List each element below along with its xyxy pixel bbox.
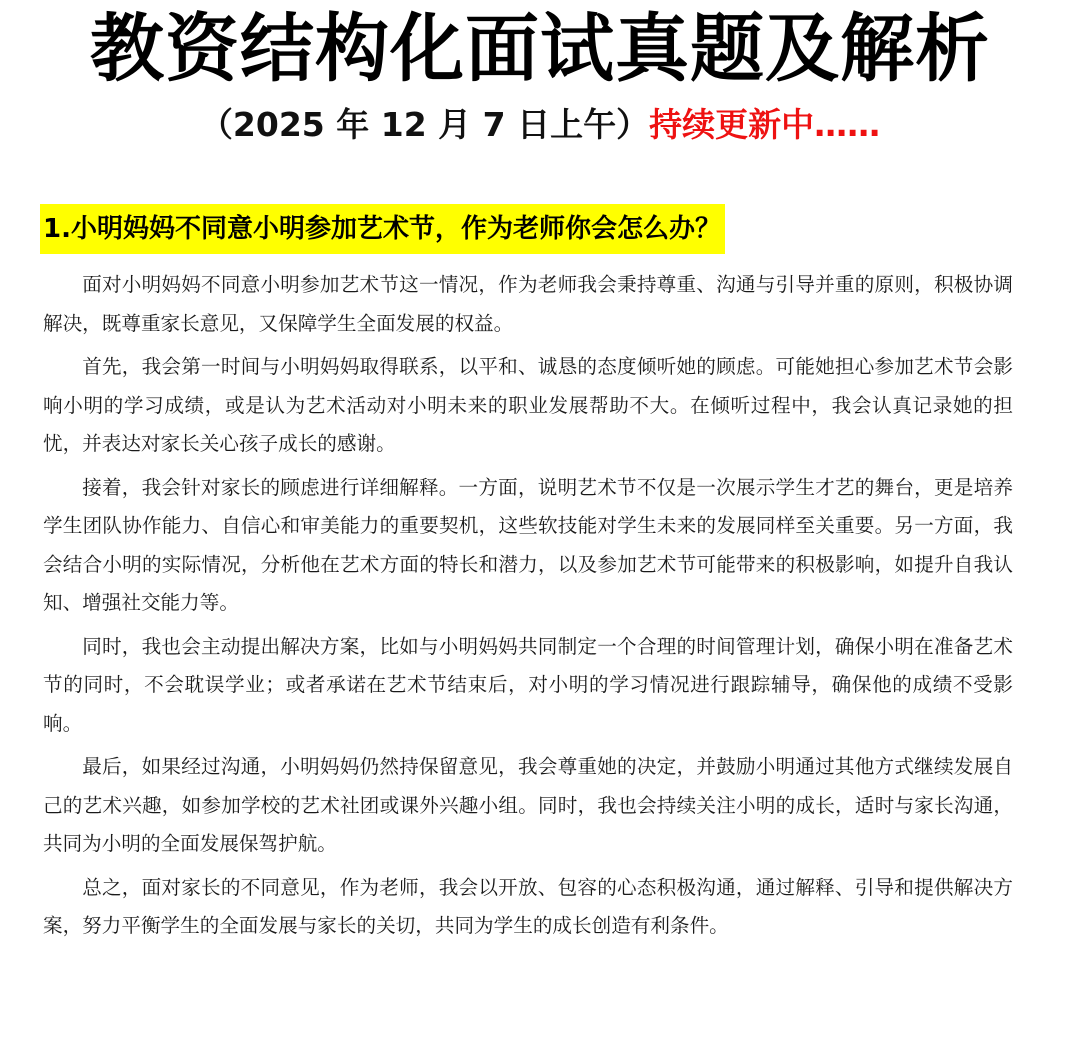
- subtitle-date: （2025 年 12 月 7 日上午）: [199, 105, 650, 144]
- answer-body: [43, 266, 1013, 951]
- answer-paragraph-meanwhile: 同时，我也会主动提出解决方案，比如与小明妈妈共同制定一个合理的时间管理计划，确保小明在准备艺术节的同时，不会耽误学业；或者承诺在艺术节结束后，对小明的学习情况进行跟踪辅导，确保他的成绩不受影响。: [43, 634, 1013, 735]
- answer-paragraph-conclusion: 总之，面对家长的不同意见，作为老师，我会以开放、包容的心态积极沟通，通过解释、引导和提供解决方案，努力平衡学生的全面发展与家长的关切，共同为学生的成长创造有利条件。: [43, 875, 1013, 937]
- page-title: 教资结构化面试真题及解析: [90, 6, 990, 92]
- answer-paragraph-first: 首先，我会第一时间与小明妈妈取得联系，以平和、诚恳的态度倾听她的顾虑。可能她担心参加艺术节会影响小明的学习成绩，或是认为艺术活动对小明未来的职业发展帮助不大。在倾听过程中，我会认真记录她的担忧，并表达对家长关心孩子成长的感谢。: [43, 355, 1013, 455]
- subtitle: [0, 103, 1080, 147]
- answer-paragraph-intro: 面对小明妈妈不同意小明参加艺术节这一情况，作为老师我会秉持尊重、沟通与引导并重的原则，积极协调解决，既尊重家长意见，又保障学生全面发展的权益。: [43, 273, 1013, 335]
- update-status: 持续更新中……: [649, 105, 881, 144]
- answer-paragraph-next: 接着，我会针对家长的顾虑进行详细解释。一方面，说明艺术节不仅是一次展示学生才艺的舞台，更是培养学生团队协作能力、自信心和审美能力的重要契机，这些软技能对学生未来的发展同样至关重要。另一方面，我会结合小明的实际情况，分析他在艺术方面的特长和潜力，以及参加艺术节可能带来的积极影响，如提升自我认知、增强社交能力等。: [43, 475, 1013, 614]
- question-heading: 1.小明妈妈不同意小明参加艺术节，作为老师你会怎么办？: [40, 204, 725, 254]
- answer-paragraph-finally: 最后，如果经过沟通，小明妈妈仍然持保留意见，我会尊重她的决定，并鼓励小明通过其他方式继续发展自己的艺术兴趣，如参加学校的艺术社团或课外兴趣小组。同时，我也会持续关注小明的成长，适时与家长沟通，共同为小明的全面发展保驾护航。: [43, 755, 1013, 855]
